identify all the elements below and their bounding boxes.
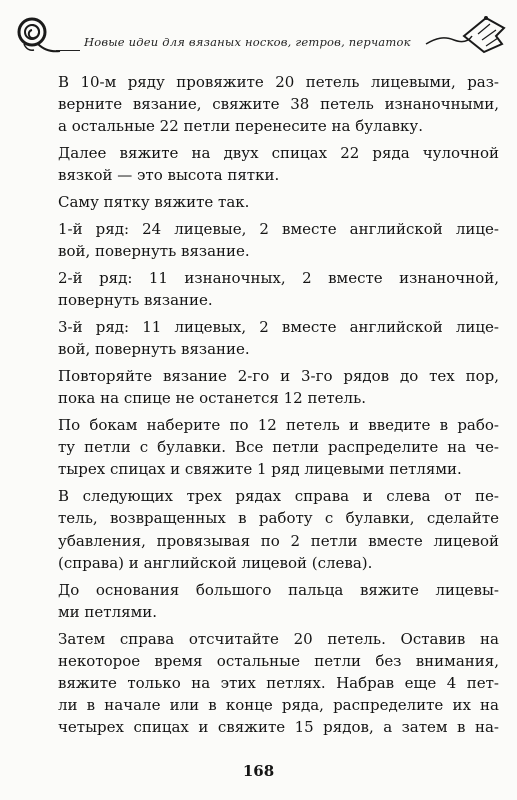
text-line: а остальные 22 петли перенесите на булавку. [58,117,424,136]
text-line: (справа) и английской лицевой (слева). [58,553,373,572]
paragraph [38,579,499,623]
paragraph [38,365,499,409]
paragraph [38,414,499,481]
running-header [12,14,507,54]
text-line: ли в начале или в конце ряда, распределите их на [58,696,499,715]
paragraph [38,316,499,360]
text-line: ми петлями. [58,602,158,621]
text-line: До основания большого пальца вяжите лицевы- [58,580,499,599]
page-body [38,71,499,743]
paragraph [38,485,499,574]
text-line: повернуть вязание. [58,291,213,310]
text-line: вой, повернуть вязание. [58,242,250,261]
text-line: убавления, провязывая по 2 петли вместе лицевой [58,531,499,550]
text-line: 1-й ряд: 24 лицевые, 2 вместе английской лице- [58,220,499,238]
text-line: вой, повернуть вязание. [58,340,250,359]
text-line: Саму пятку вяжите так. [58,193,250,212]
paragraph [38,71,499,138]
running-header-title: Новые идеи для вязаных носков, гетров, перчаток [84,35,411,49]
text-line: В 10-м ряду провяжите 20 петель лицевыми, раз- [58,73,499,91]
paragraph [38,191,499,213]
text-line: верните вязание, свяжите 38 петель изнаночными, [58,95,499,114]
text-line: 2-й ряд: 11 изнаночных, 2 вместе изнаночной, [58,269,499,287]
text-line: В следующих трех рядах справа и слева от пе- [58,487,499,506]
text-line: ту петли с булавки. Все петли распределите на че- [58,438,499,457]
text-line: 3-й ряд: 11 лицевых, 2 вместе английской лице- [58,318,499,336]
text-line: Далее вяжите на двух спицах 22 ряда чулочной [58,144,499,163]
paragraph [38,267,499,311]
text-line: четырех спицах и свяжите 15 рядов, а затем в на- [58,718,499,737]
paragraph [38,218,499,262]
page-number: 168 [242,762,275,780]
text-line: тырех спицах и свяжите 1 ряд лицевыми петлями. [58,460,462,479]
text-line: вяжите только на этих петлях. Набрав еще 4 пет- [58,674,499,693]
text-line: пока на спице не останется 12 петель. [58,389,366,408]
ornament-swirl-icon [12,14,62,54]
header-rule [56,50,80,51]
text-line: вязкой — это высота пятки. [58,166,280,185]
text-line: Затем справа отсчитайте 20 петель. Оставив на [58,629,499,648]
text-line: По бокам наберите по 12 петель и введите в рабо- [58,416,499,434]
text-line: тель, возвращенных в работу с булавки, сделайте [58,509,499,528]
paragraph [38,142,499,186]
text-line: некоторое время остальные петли без внимания, [58,651,499,670]
paragraph [38,628,499,739]
text-line: Повторяйте вязание 2-го и 3-го рядов до тех пор, [58,367,499,385]
ornament-flourish-icon [424,14,509,56]
